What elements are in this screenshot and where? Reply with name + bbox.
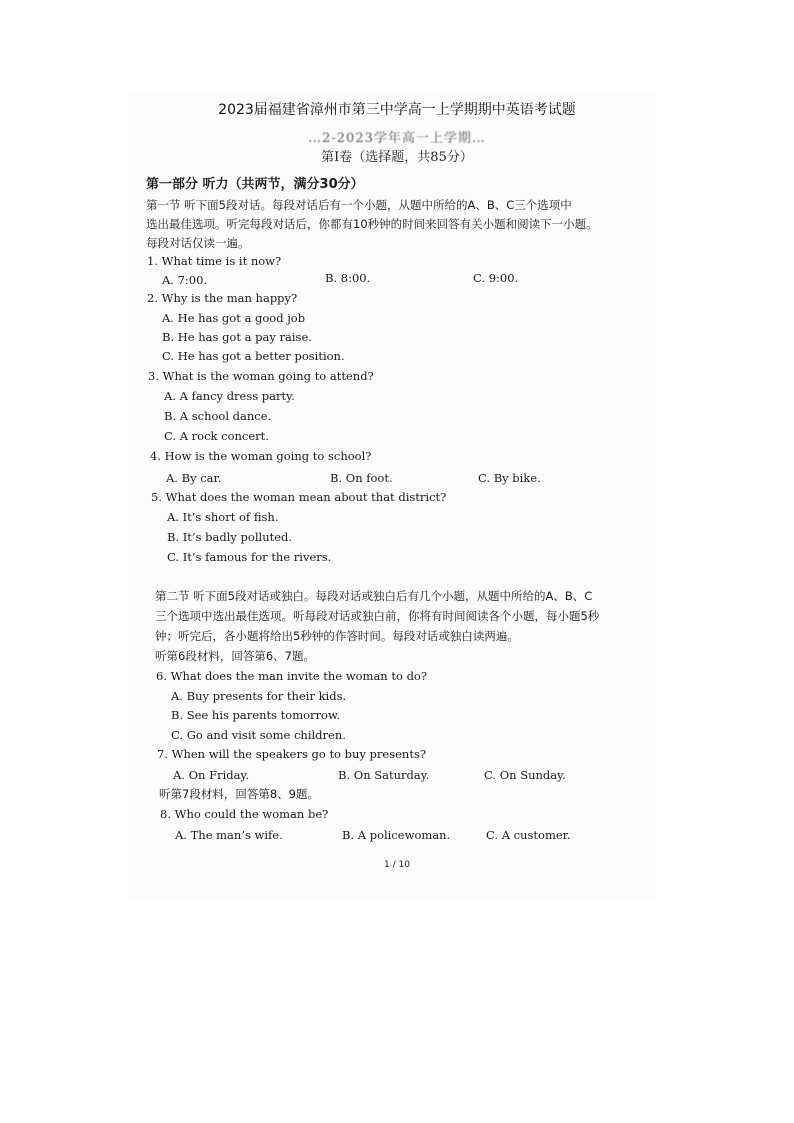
section-one-instruction-line-1: 第一节 听下面5段对话。每段对话后有一个小题，从题中所给的A、B、C三个选项中 [146, 198, 572, 212]
question-5-option-b: B. It’s badly polluted. [167, 530, 293, 544]
question-5-option-a: A. It’s short of fish. [167, 510, 279, 524]
question-2-option-c: C. He has got a better position. [162, 349, 345, 363]
question-1-option-b: B. 8:00. [325, 271, 371, 285]
question-6-option-c: C. Go and visit some children. [171, 728, 346, 742]
question-2-stem: 2. Why is the man happy? [147, 291, 298, 305]
question-6-stem: 6. What does the man invite the woman to do? [156, 669, 428, 683]
question-5-stem: 5. What does the woman mean about that district? [151, 490, 447, 504]
part-one-heading: 第一部分 听力（共两节，满分30分） [146, 177, 364, 192]
question-3-option-a: A. A fancy dress party. [164, 389, 295, 403]
question-7-option-c: C. On Sunday. [484, 768, 566, 782]
section-one-instruction-line-3: 每段对话仅读一遍。 [146, 236, 250, 250]
question-3-stem: 3. What is the woman going to attend? [148, 369, 374, 383]
section-one-instruction-line-2: 选出最佳选项。听完每段对话后，你都有10秒钟的时间来回答有关小题和阅读下一小题。 [146, 217, 598, 231]
section-two-instruction-line-2: 三个选项中选出最佳选项。听每段对话或独白前，你将有时间阅读各个小题，每小题5秒 [155, 609, 600, 623]
paper-one-subtitle: 第Ⅰ卷（选择题，共85分） [321, 150, 473, 165]
section-two-instruction-line-1: 第二节 听下面5段对话或独白。每段对话或独白后有几个小题，从题中所给的A、B、C [155, 589, 593, 603]
question-3-option-b: B. A school dance. [164, 409, 272, 423]
question-6-option-a: A. Buy presents for their kids. [171, 689, 347, 703]
faded-exam-heading: …2-2023学年高一上学期… [308, 131, 486, 146]
question-1-option-a: A. 7:00. [162, 273, 208, 287]
question-5-option-c: C. It’s famous for the rivers. [167, 550, 332, 564]
question-8-option-b: B. A policewoman. [342, 828, 451, 842]
page-number: 1 / 10 [384, 860, 410, 870]
question-7-option-a: A. On Friday. [173, 768, 250, 782]
question-8-option-c: C. A customer. [486, 828, 571, 842]
section-two-instruction-line-3: 钟；听完后，各小题将给出5秒钟的作答时间。每段对话或独白读两遍。 [155, 629, 519, 643]
question-1-option-c: C. 9:00. [473, 271, 519, 285]
material-6-note: 听第6段材料，回答第6、7题。 [155, 649, 315, 663]
question-4-option-b: B. On foot. [330, 471, 393, 485]
question-6-option-b: B. See his parents tomorrow. [171, 708, 341, 722]
question-4-stem: 4. How is the woman going to school? [150, 449, 372, 463]
question-8-option-a: A. The man’s wife. [175, 828, 283, 842]
question-3-option-c: C. A rock concert. [164, 429, 269, 443]
question-8-stem: 8. Who could the woman be? [160, 807, 329, 821]
question-1-stem: 1. What time is it now? [147, 254, 282, 268]
material-7-note: 听第7段材料，回答第8、9题。 [159, 787, 319, 801]
question-2-option-a: A. He has got a good job [162, 311, 306, 325]
question-7-option-b: B. On Saturday. [338, 768, 430, 782]
question-4-option-c: C. By bike. [478, 471, 541, 485]
question-4-option-a: A. By car. [166, 471, 222, 485]
question-2-option-b: B. He has got a pay raise. [162, 330, 312, 344]
exam-title: 2023届福建省漳州市第三中学高一上学期期中英语考试题 [218, 102, 576, 118]
question-7-stem: 7. When will the speakers go to buy presents? [157, 747, 427, 761]
